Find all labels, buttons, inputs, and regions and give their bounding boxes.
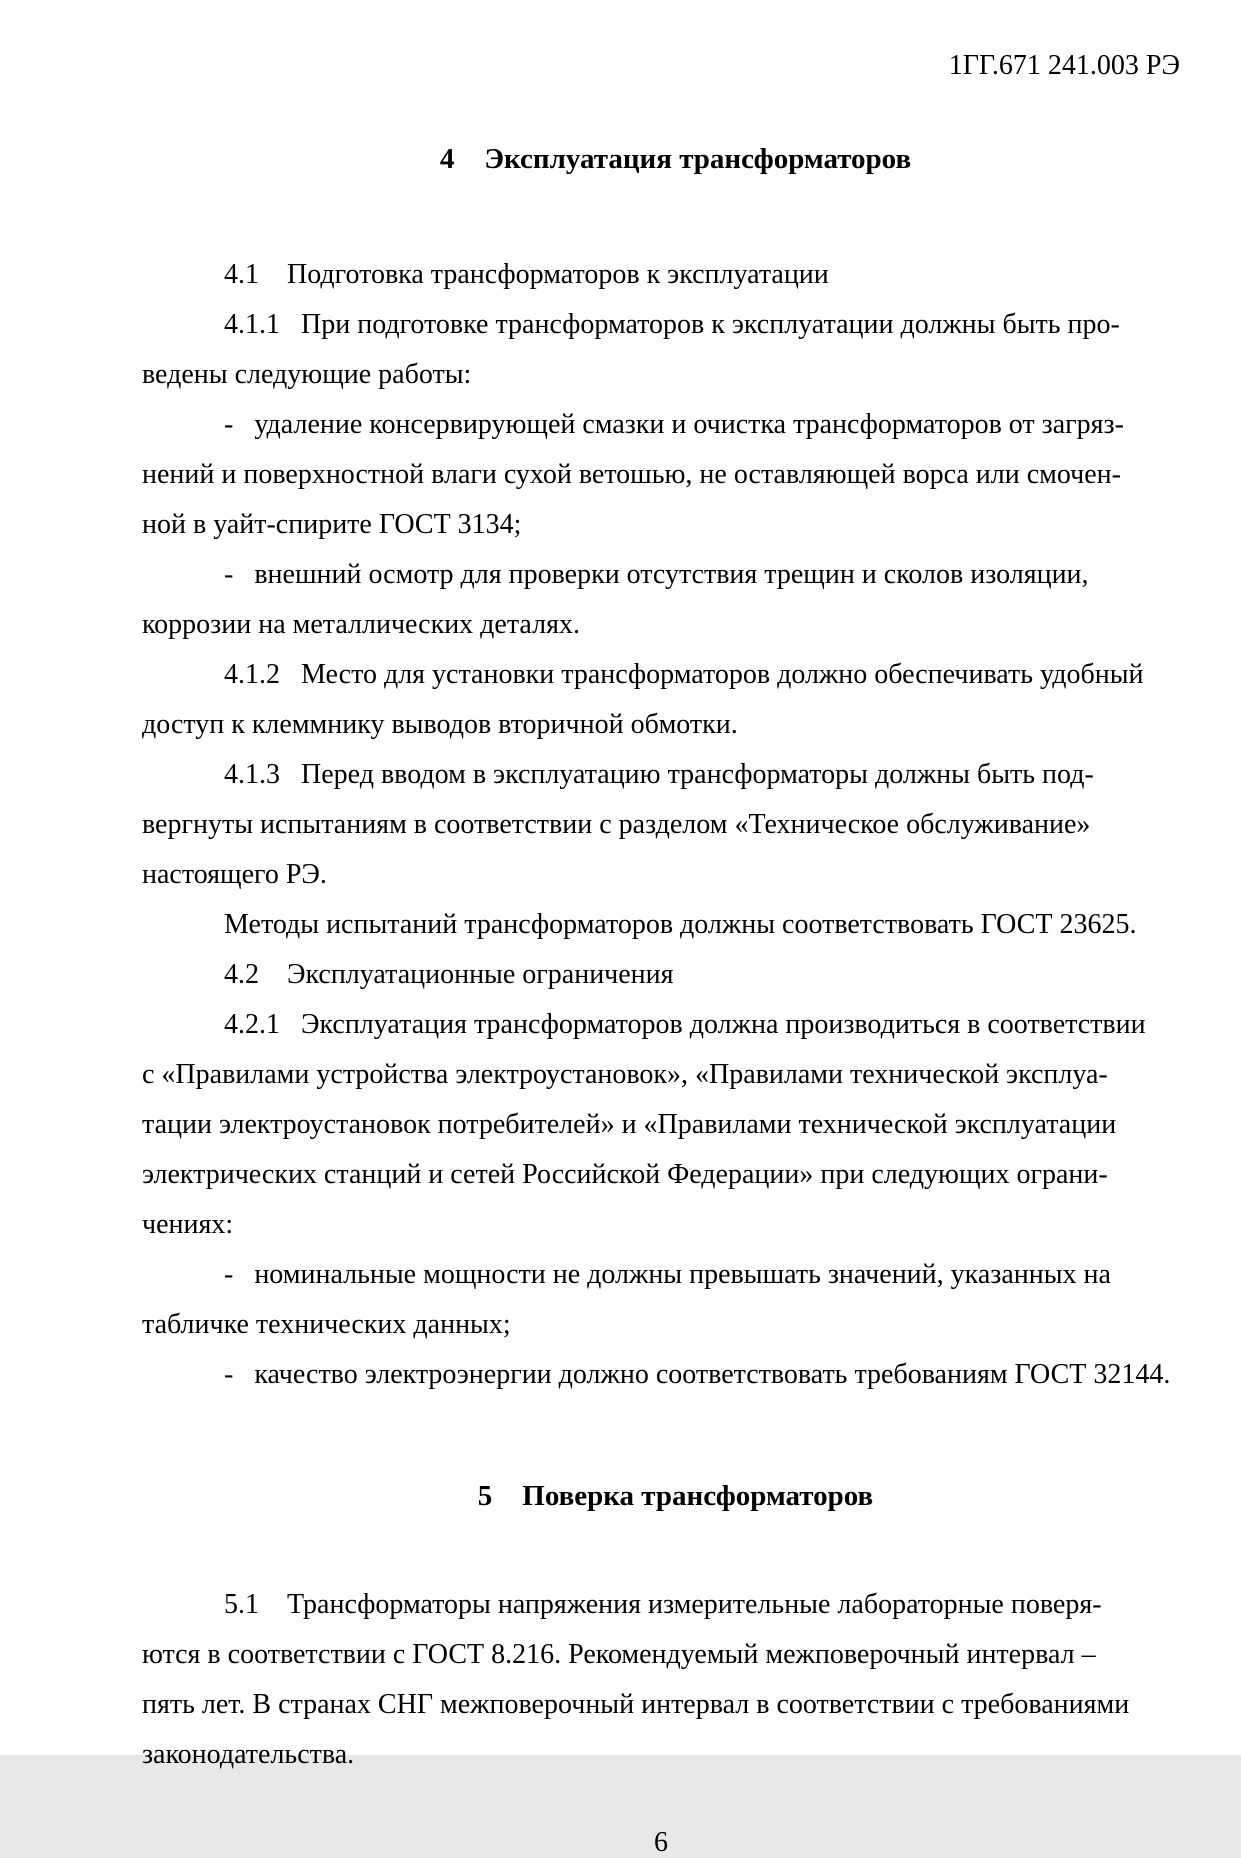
- text-line: с «Правилами устройства электроустановок», «Правилами технической эксплуа-: [142, 1059, 1108, 1090]
- section-5-title: Поверка трансформаторов: [522, 1480, 874, 1512]
- text-line: ной в уайт-спирите ГОСТ 3134;: [142, 509, 522, 540]
- text-line: Методы испытаний трансформаторов должны соответствовать ГОСТ 23625.: [224, 909, 1137, 940]
- text-line: 4.1.3 Перед вводом в эксплуатацию трансформаторы должны быть под-: [224, 759, 1094, 790]
- text-line: коррозии на металлических деталях.: [142, 609, 580, 640]
- text-line: настоящего РЭ.: [142, 859, 327, 890]
- text-line: тации электроустановок потребителей» и «Правилами технической эксплуатации: [142, 1109, 1117, 1140]
- text-line: - качество электроэнергии должно соответствовать требованиям ГОСТ 32144.: [224, 1359, 1171, 1390]
- text-line: - удаление консервирующей смазки и очистка трансформаторов от загряз-: [224, 409, 1124, 440]
- section-5-number: 5: [477, 1480, 493, 1512]
- section-4-body: [142, 250, 1180, 1400]
- section-4-number: 4: [439, 143, 455, 175]
- section-5-heading: [142, 1430, 1180, 1562]
- page-number: 6: [654, 1827, 668, 1858]
- text-line: нений и поверхностной влаги сухой ветошью, не оставляющей ворса или смочен-: [142, 459, 1121, 490]
- section-4-heading: [142, 96, 1180, 222]
- text-line: законодательства.: [142, 1739, 355, 1770]
- document-code: 1ГГ.671 241.003 РЭ: [948, 50, 1180, 81]
- text-line: 4.1.2 Место для установки трансформаторов должно обеспечивать удобный: [224, 659, 1144, 690]
- text-line: - номинальные мощности не должны превышать значений, указанных на: [224, 1259, 1111, 1290]
- text-line: пять лет. В странах СНГ межповерочный интервал в соответствии с требованиями: [142, 1689, 1130, 1720]
- text-line: ведены следующие работы:: [142, 359, 472, 390]
- text-line: 4.2.1 Эксплуатация трансформаторов должна производиться в соответствии: [224, 1009, 1146, 1040]
- text-line: табличке технических данных;: [142, 1309, 511, 1340]
- text-line: 4.1 Подготовка трансформаторов к эксплуатации: [224, 259, 829, 290]
- text-line: - внешний осмотр для проверки отсутствия трещин и сколов изоляции,: [224, 559, 1089, 590]
- text-line: ются в соответствии с ГОСТ 8.216. Рекомендуемый межповерочный интервал –: [142, 1639, 1096, 1670]
- section-4-title: Эксплуатация трансформаторов: [484, 143, 912, 175]
- section-5-body: [142, 1580, 1180, 1780]
- text-line: 4.1.1 При подготовке трансформаторов к эксплуатации должны быть про-: [224, 309, 1120, 340]
- text-line: доступ к клеммнику выводов вторичной обмотки.: [142, 709, 738, 740]
- text-line: 4.2 Эксплуатационные ограничения: [224, 959, 674, 990]
- text-line: 5.1 Трансформаторы напряжения измерительные лабораторные поверя-: [224, 1589, 1102, 1620]
- text-line: электрических станций и сетей Российской Федерации» при следующих ограни-: [142, 1159, 1108, 1190]
- text-line: вергнуты испытаниям в соответствии с разделом «Техническое обслуживание»: [142, 809, 1091, 840]
- text-line: чениях:: [142, 1209, 234, 1240]
